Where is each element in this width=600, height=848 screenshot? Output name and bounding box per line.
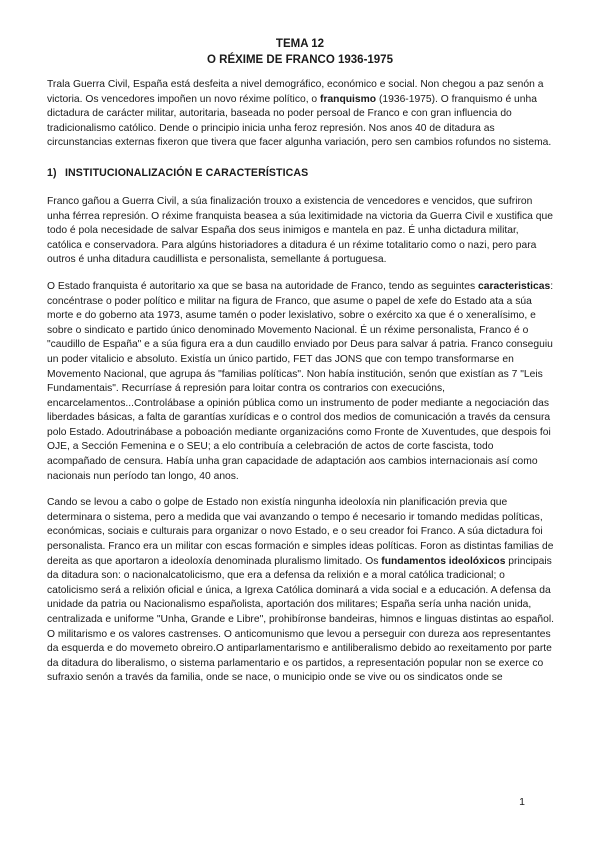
document-title: O RÉXIME DE FRANCO 1936-1975 [207, 54, 393, 66]
paragraph-2-bold-term: caracteristicas [478, 280, 551, 292]
section-heading-1 [47, 167, 555, 179]
topic-number: TEMA 12 [275, 38, 325, 50]
paragraph-2-start: O Estado franquista é autoritario xa que se basa na autoridade de Franco, tendo as seguintes [47, 280, 479, 292]
paragraph-3-end: principais da ditadura son: o nacionalcatolicismo, que era a defensa da relixión e a moral católica tradicional; o catolicismo será a relixión oficial e única, a Igrexa Católica dominará a vida social e a educación. A defensa da unidade da patria ou Nacionalismo españolista, aportación dos militares; España sería unha nación unida, centralizada e uniforme "Unha, Grande e Libre", prohibíronse bandeiras, himnos e linguas distintas ao español. O militarismo e os valores castrenses. O anticomunismo que levou a perseguir con dureza aos representantes da esquerda e do movemeto obreiro.O antiparlamentarismo e antiliberalismo debido ao rexeitamento por parte da ditadura do liberalismo, o sistema parlamentario e os partidos, a representación popular non se exerce co sufraxio senón a través da familia, onde se nace, o municipio onde se vive ou os sindicatos onde se [47, 555, 555, 684]
intro-text-start: Trala Guerra Civil, España está desfeita a nivel demográfico, económico e social. Non chegou a paz senón a victoria. Os vencedores impoñen un novo réxime político, o [47, 79, 544, 105]
paragraph-3-bold-term: fundamentos ideolóxicos [381, 555, 506, 567]
page-number: 1 [519, 796, 525, 808]
paragraph-1: Franco gañou a Guerra Civil, a súa finalización trouxo a existencia de vencedores e vencidos, que sufriron unha férrea represión. O réxime franquista beasea a súa lexitimidade na victoria da Guerra Civil e xustifica que todo é pola necesidade de salvar España dos seus inimigos e mantela en paz. É unha dictadura militar, católica e conservadora. Para algúns historiadores a ditadura é un réxime totalitario como o nazi, pero para outros é unha ditadura caudillista e personalista, semellante á portuguesa. [47, 195, 553, 266]
intro-bold-term: franquismo [320, 93, 377, 105]
intro-paragraph [47, 78, 555, 151]
section-title: INSTITUCIONALIZACIÓN E CARACTERÍSTICAS [65, 166, 309, 179]
document-body [47, 78, 555, 698]
title-block [0, 36, 600, 68]
paragraph-2-end: : concéntrase o poder político e militar na figura de Franco, que asume o papel de xefe do Estado ata a súa morte e do goberno ata 1973, asume tamén o poder lexislativo, sobre o exército xa que é o xeneralísimo, e sobre o sindicato e partido único denominado Movemento Nacional. É un réxime personalista, Franco é o "caudillo de España" e a súa figura era a dun caudillo enviado por Deus para salvar á patria. Franco conseguiu un poder vitalicio e absoluto. Existía un único partido, FET das JONS que con tempo transformarse en Movemento Nacional, que agrupa ás "familias políticas". Non había institución, senón que existían as 7 "Leis Fundamentais". Recurríase á represión para loitar contra os contrarios con execucións, encarcelamentos...Controlábase a opinión pública como un instrumento de poder mediante a negociación das liberdades básicas, a falta de garantías xurídicas e o control dos medios de comunicación a través da censura polo Estado. Adoutrinábase a poboación mediante organizacións como Fronte de Xuventudes, que despois foi OJE, a Sección Femenina e o SEU; a elo contribuía a celebración de actos de corte fascista, todo acompañado de censura. Había unha gran capacidade de adaptación aos cambios internacionais así como nacionais nun período tan longo, 40 anos. [47, 280, 554, 482]
intro-text-end: (1936-1975). O franquismo é unha dictadura de carácter militar, autoritaria, baseada no poder persoal de Franco e con gran influencia do tradicionalismo católico. Dende o principio inicia unha feroz represión. Nos anos 40 de ditadura as circunstancias externas fixeron que tivera que facer algunha variación, pero sen cambios rofundos no sistema. [47, 93, 552, 149]
paragraph-3 [47, 496, 555, 686]
paragraph-2 [47, 280, 555, 484]
paragraph-3-start: Cando se levou a cabo o golpe de Estado non existía ningunha ideoloxía nin planificación previa que determinara o sistema, pero a medida que vai avanzando o tempo é necesario ir tomando medidas políticas, económicas, sociais e culturais para organizar o novo Estado, e o seu creador foi Franco. A súa dictadura foi personalista. Franco era un militar con escas formación e simples ideas políticas. Foron as distintas familias de dereita as que aportaron a ideoloxía denominada pluralismo limitado. Os [47, 497, 554, 567]
section-number: 1) [47, 166, 57, 179]
